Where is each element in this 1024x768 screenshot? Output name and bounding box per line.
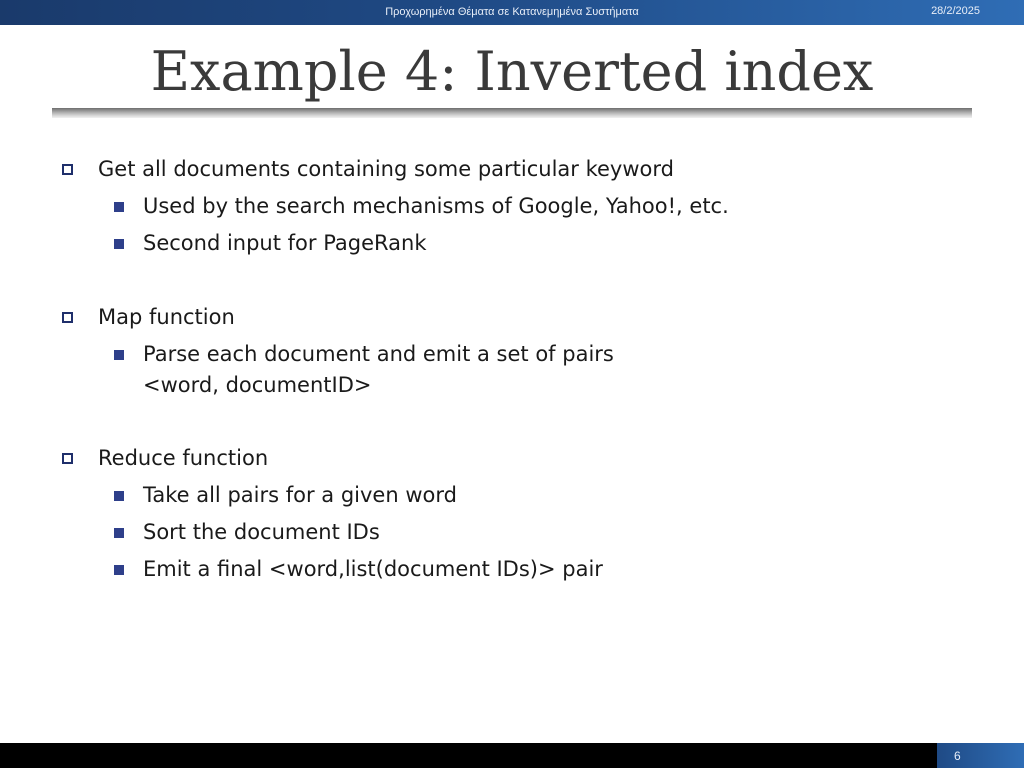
sub-bullet-emit-final-pair: Emit a final <word,list(document IDs)> pair (143, 557, 603, 581)
hollow-square-bullet-icon (62, 312, 73, 323)
course-title: Προχωρημένα Θέματα σε Κατανεμημένα Συστήματα (385, 6, 639, 18)
page-number-box (937, 743, 1024, 768)
sub-bullet-search-mechanisms: Used by the search mechanisms of Google, Yahoo!, etc. (143, 194, 729, 218)
slide-date: 28/2/2025 (931, 5, 980, 17)
sub-bullet-take-all-pairs: Take all pairs for a given word (143, 483, 457, 507)
sub-bullet-sort-ids: Sort the document IDs (143, 520, 380, 544)
bullet-reduce-function: Reduce function (98, 446, 269, 470)
page-number: 6 (954, 749, 961, 763)
hollow-square-bullet-icon (62, 453, 73, 464)
filled-square-bullet-icon (114, 202, 124, 212)
sub-bullet-parse-document: Parse each document and emit a set of pairs (143, 342, 614, 366)
bullet-map-function: Map function (98, 305, 235, 329)
title-divider (52, 108, 972, 118)
header-bar (0, 0, 1024, 25)
filled-square-bullet-icon (114, 239, 124, 249)
filled-square-bullet-icon (114, 565, 124, 575)
footer-bar (0, 743, 1024, 768)
filled-square-bullet-icon (114, 528, 124, 538)
filled-square-bullet-icon (114, 350, 124, 360)
hollow-square-bullet-icon (62, 164, 73, 175)
slide-title: Example 4: Inverted index (150, 40, 874, 103)
bullet-get-all-documents: Get all documents containing some particular keyword (98, 157, 674, 181)
sub-bullet-pagerank-input: Second input for PageRank (143, 231, 427, 255)
filled-square-bullet-icon (114, 491, 124, 501)
sub-bullet-word-documentid-pair: <word, documentID> (143, 373, 372, 397)
